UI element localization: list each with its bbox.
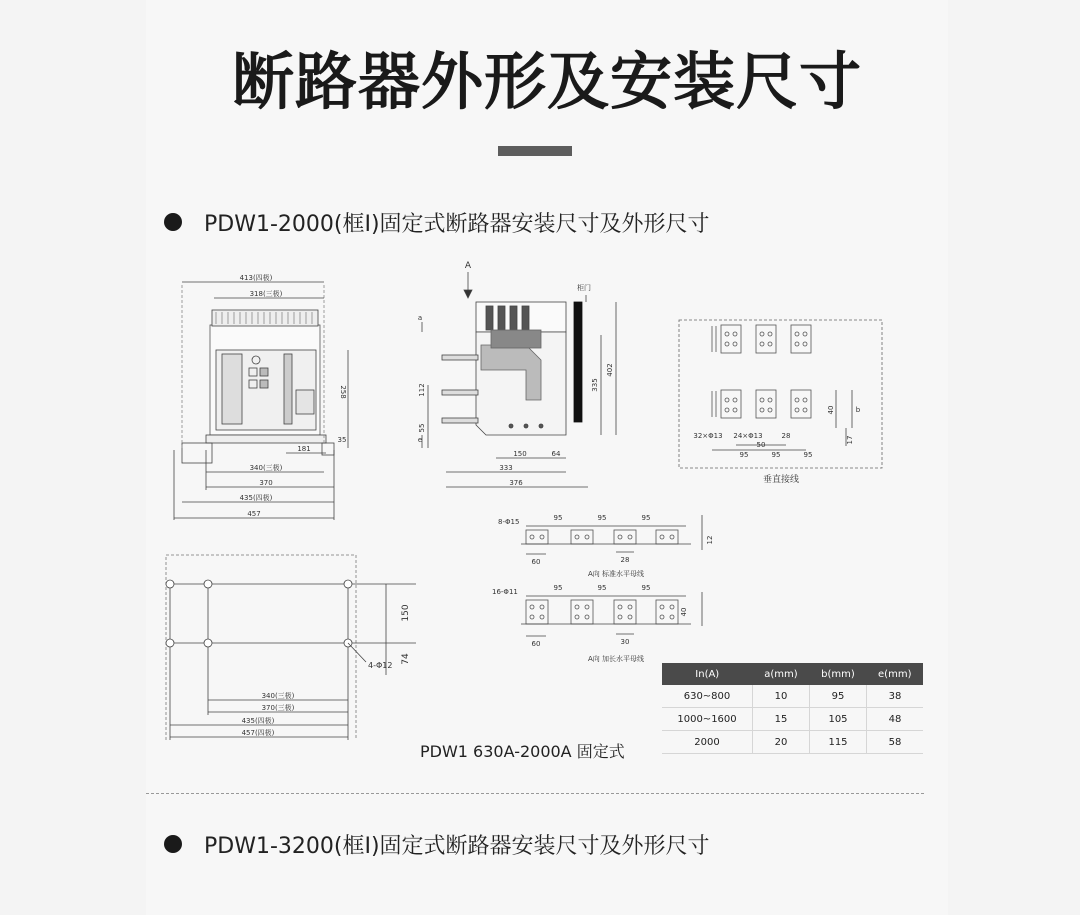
- front-view-nameplate: [296, 390, 314, 414]
- hstd-60: 60: [531, 558, 541, 566]
- dim-35: 35: [337, 436, 347, 444]
- dim-333: 333: [499, 464, 513, 472]
- bullet-icon: [164, 213, 182, 231]
- section-heading-2000: [164, 206, 710, 238]
- table-cell: 48: [867, 708, 924, 731]
- dim-457: 457: [247, 510, 261, 518]
- door-label: 柜门: [577, 284, 591, 292]
- mount-370: 370(三极): [261, 704, 295, 712]
- vbus-95-2: 95: [771, 451, 781, 459]
- mount-holes: 4-Φ12: [368, 661, 393, 670]
- front-view-window: [284, 354, 292, 424]
- table-cell: 115: [810, 731, 867, 754]
- dim-258: 258: [339, 385, 347, 399]
- mount-74: 74: [401, 653, 411, 665]
- table-cell: 2000: [662, 731, 753, 754]
- dim-e: e: [417, 436, 423, 444]
- hstd-12: 12: [706, 535, 714, 545]
- dim-435: 435(四极): [239, 494, 273, 502]
- hext-30: 30: [620, 638, 630, 646]
- hstd-95-2: 95: [597, 514, 607, 522]
- hstd-95-1: 95: [553, 514, 563, 522]
- dim-335: 335: [591, 378, 599, 392]
- side-view-door: [574, 302, 582, 422]
- table-cell: 15: [753, 708, 810, 731]
- mount-340: 340(三极): [261, 692, 295, 700]
- section-heading-label: PDW1-2000(框I)固定式断路器安装尺寸及外形尺寸: [204, 211, 710, 237]
- section-heading-3200: [164, 828, 710, 860]
- table-header-cell: a(mm): [753, 663, 810, 685]
- hext-95-1: 95: [553, 584, 563, 592]
- vbus-40: 40: [827, 405, 835, 415]
- mount-457: 457(四极): [241, 729, 275, 737]
- hstd-label: A向 标准水平母线: [587, 570, 645, 578]
- right-margin: [948, 0, 1080, 915]
- drawing-caption: PDW1 630A-2000A 固定式: [420, 742, 625, 761]
- table-header-cell: b(mm): [810, 663, 867, 685]
- section-divider: [146, 793, 924, 794]
- front-view-handle: [222, 354, 242, 424]
- dim-413: 413(四极): [239, 274, 273, 282]
- table-cell: 95: [810, 685, 867, 708]
- hstd-holes: 8-Φ15: [498, 518, 520, 526]
- table-header-cell: In(A): [662, 663, 753, 685]
- dim-150: 150: [513, 450, 527, 458]
- dim-376: 376: [509, 479, 523, 487]
- dim-402: 402: [606, 363, 614, 377]
- dim-318: 318(三极): [249, 290, 283, 298]
- spec-table: [662, 663, 923, 754]
- vbus-28: 28: [781, 432, 791, 440]
- table-cell: 105: [810, 708, 867, 731]
- dim-340: 340(三极): [249, 464, 283, 472]
- table-row: [662, 731, 923, 754]
- title-underline: [498, 146, 572, 156]
- hext-60: 60: [531, 640, 541, 648]
- hext-holes: 16-Φ11: [492, 588, 518, 596]
- hext-40: 40: [680, 607, 688, 617]
- table-cell: 630~800: [662, 685, 753, 708]
- bullet-icon: [164, 835, 182, 853]
- dim-64: 64: [551, 450, 561, 458]
- table-header-cell: e(mm): [867, 663, 924, 685]
- hstd-28: 28: [620, 556, 630, 564]
- table-cell: 38: [867, 685, 924, 708]
- hext-95-3: 95: [641, 584, 651, 592]
- vbus-17: 17: [846, 435, 854, 445]
- vbus-32x13: 32×Φ13: [693, 432, 723, 440]
- mount-150: 150: [401, 604, 411, 622]
- table-row: [662, 685, 923, 708]
- dim-112: 112: [418, 383, 426, 397]
- table-header-row: [662, 663, 923, 685]
- left-margin: [0, 0, 146, 915]
- hstd-95-3: 95: [641, 514, 651, 522]
- vbus-b: b: [855, 406, 861, 414]
- vbus-24x13: 24×Φ13: [733, 432, 763, 440]
- vbus-95-3: 95: [803, 451, 813, 459]
- vbus-50: 50: [756, 441, 766, 449]
- vbus-label: 垂直接线: [762, 475, 800, 485]
- mount-435: 435(四极): [241, 717, 275, 725]
- hext-label: A向 加长水平母线: [587, 655, 645, 663]
- page-title: 断路器外形及安装尺寸: [231, 45, 862, 118]
- dim-a: a: [417, 314, 423, 322]
- table-cell: 20: [753, 731, 810, 754]
- table-cell: 10: [753, 685, 810, 708]
- table-cell: 58: [867, 731, 924, 754]
- side-arrow-label: A: [464, 261, 472, 271]
- vbus-95-1: 95: [739, 451, 749, 459]
- table-row: [662, 708, 923, 731]
- vertical-busbar-box: [679, 320, 882, 468]
- dim-370: 370: [259, 479, 273, 487]
- dim-55: 55: [418, 423, 426, 433]
- dim-181: 181: [297, 445, 311, 453]
- hext-95-2: 95: [597, 584, 607, 592]
- table-cell: 1000~1600: [662, 708, 753, 731]
- section-heading-label: PDW1-3200(框I)固定式断路器安装尺寸及外形尺寸: [204, 833, 710, 859]
